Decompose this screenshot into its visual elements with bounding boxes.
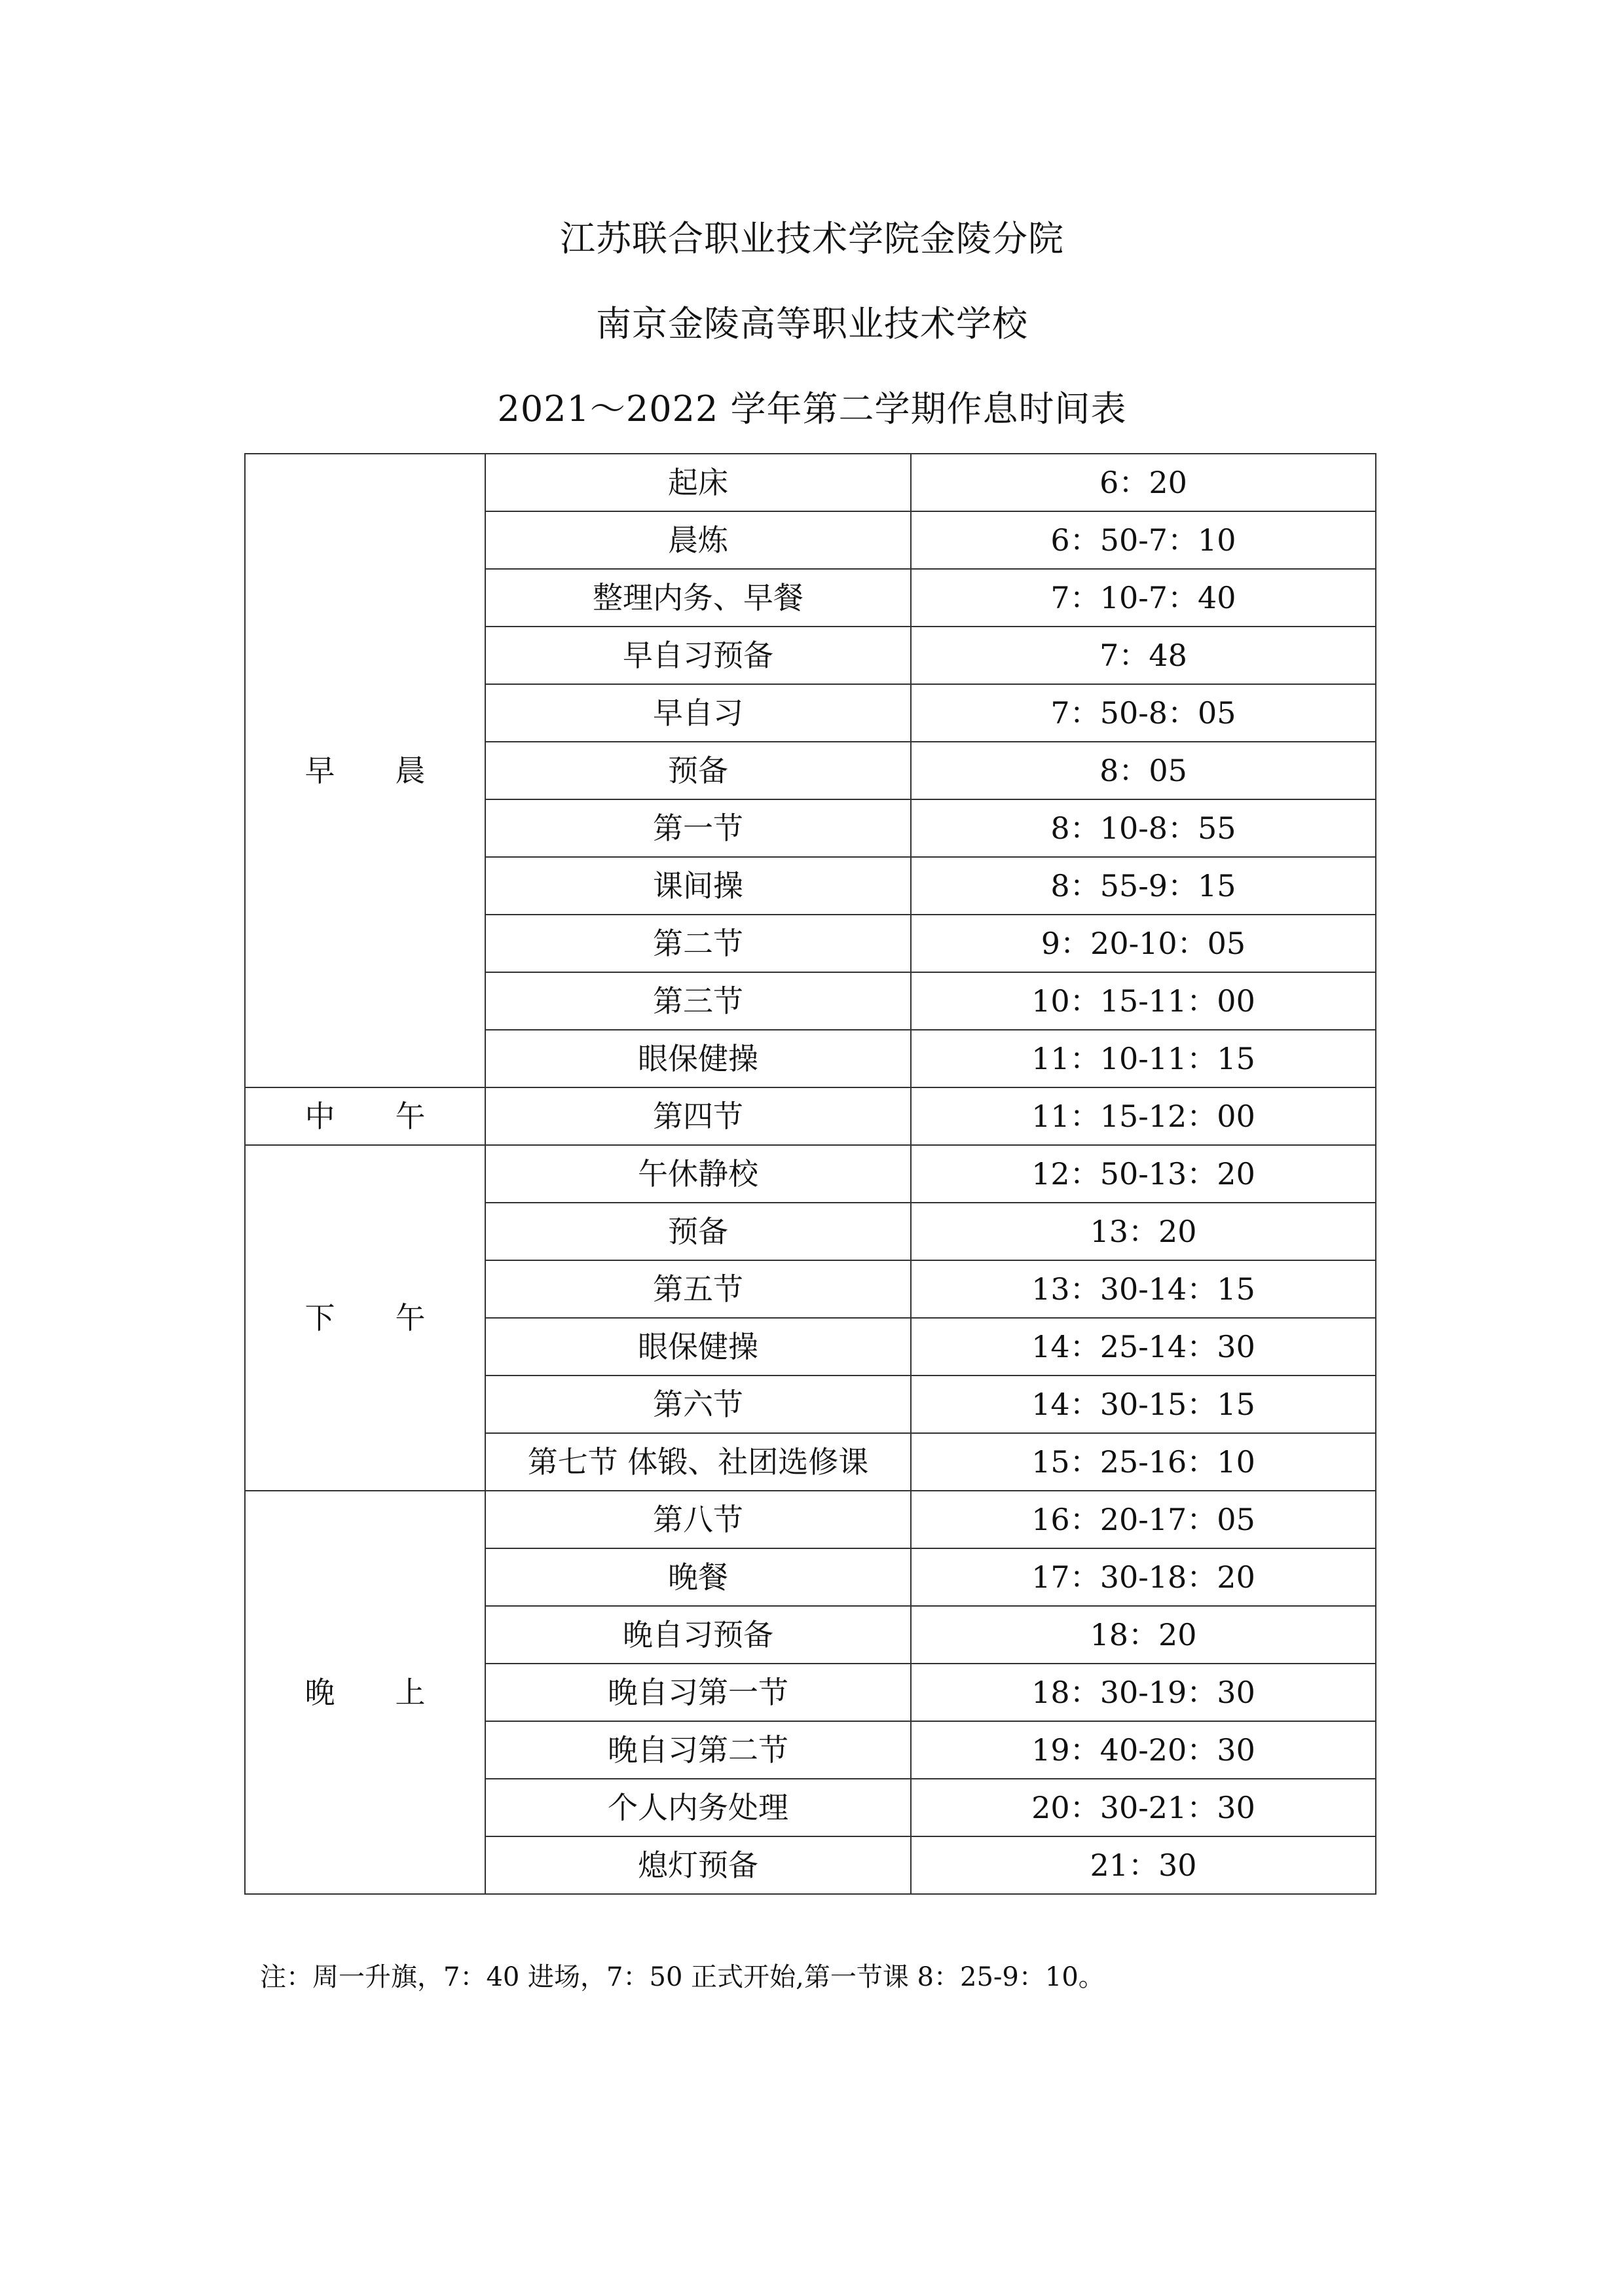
schedule-table xyxy=(244,453,1376,1895)
time-cell: 21：30 xyxy=(911,1836,1376,1894)
period-evening: 晚 上 xyxy=(245,1491,485,1894)
time-cell: 8：55-9：15 xyxy=(911,857,1376,915)
time-cell: 16：20-17：05 xyxy=(911,1491,1376,1548)
table-row xyxy=(245,454,1376,511)
time-cell: 8：10-8：55 xyxy=(911,799,1376,857)
activity-cell: 早自习 xyxy=(485,684,911,742)
activity-cell: 第五节 xyxy=(485,1260,911,1318)
time-cell: 13：30-14：15 xyxy=(911,1260,1376,1318)
time-cell: 11：10-11：15 xyxy=(911,1030,1376,1087)
schedule-title: 2021～2022 学年第二学期作息时间表 xyxy=(497,388,1127,429)
period-noon: 中 午 xyxy=(245,1087,485,1145)
activity-cell: 午休静校 xyxy=(485,1145,911,1203)
activity-cell: 熄灯预备 xyxy=(485,1836,911,1894)
table-row xyxy=(245,1087,1376,1145)
footnote: 注：周一升旗，7：40 进场，7：50 正式开始,第一节课 8：25-9：10。 xyxy=(260,1962,1105,1992)
time-cell: 9：20-10：05 xyxy=(911,915,1376,972)
activity-cell: 课间操 xyxy=(485,857,911,915)
activity-cell: 第三节 xyxy=(485,972,911,1030)
time-cell: 18：30-19：30 xyxy=(911,1664,1376,1721)
time-cell: 10：15-11：00 xyxy=(911,972,1376,1030)
activity-cell: 晚自习预备 xyxy=(485,1606,911,1664)
time-cell: 17：30-18：20 xyxy=(911,1548,1376,1606)
activity-cell: 眼保健操 xyxy=(485,1030,911,1087)
table-row xyxy=(245,1145,1376,1203)
time-cell: 14：25-14：30 xyxy=(911,1318,1376,1376)
activity-cell: 晨炼 xyxy=(485,511,911,569)
activity-cell: 整理内务、早餐 xyxy=(485,569,911,627)
time-cell: 7：10-7：40 xyxy=(911,569,1376,627)
time-cell: 14：30-15：15 xyxy=(911,1376,1376,1433)
period-afternoon: 下 午 xyxy=(245,1145,485,1491)
table-row xyxy=(245,1491,1376,1548)
activity-cell: 早自习预备 xyxy=(485,627,911,684)
activity-cell: 晚餐 xyxy=(485,1548,911,1606)
time-cell: 11：15-12：00 xyxy=(911,1087,1376,1145)
time-cell: 6：20 xyxy=(911,454,1376,511)
time-cell: 19：40-20：30 xyxy=(911,1721,1376,1779)
activity-cell: 预备 xyxy=(485,1203,911,1260)
time-cell: 7：48 xyxy=(911,627,1376,684)
time-cell: 15：25-16：10 xyxy=(911,1433,1376,1491)
time-cell: 7：50-8：05 xyxy=(911,684,1376,742)
school-name: 南京金陵高等职业技术学校 xyxy=(596,303,1028,344)
activity-cell: 晚自习第一节 xyxy=(485,1664,911,1721)
period-morning: 早 晨 xyxy=(245,454,485,1087)
time-cell: 8：05 xyxy=(911,742,1376,799)
time-cell: 6：50-7：10 xyxy=(911,511,1376,569)
activity-cell: 预备 xyxy=(485,742,911,799)
document-header xyxy=(0,196,1624,452)
time-cell: 18：20 xyxy=(911,1606,1376,1664)
activity-cell: 第二节 xyxy=(485,915,911,972)
activity-cell: 第七节 体锻、社团选修课 xyxy=(485,1433,911,1491)
activity-cell: 第四节 xyxy=(485,1087,911,1145)
time-cell: 20：30-21：30 xyxy=(911,1779,1376,1836)
college-name: 江苏联合职业技术学院金陵分院 xyxy=(560,218,1064,259)
time-cell: 13：20 xyxy=(911,1203,1376,1260)
activity-cell: 晚自习第二节 xyxy=(485,1721,911,1779)
activity-cell: 起床 xyxy=(485,454,911,511)
activity-cell: 第一节 xyxy=(485,799,911,857)
activity-cell: 第八节 xyxy=(485,1491,911,1548)
time-cell: 12：50-13：20 xyxy=(911,1145,1376,1203)
activity-cell: 眼保健操 xyxy=(485,1318,911,1376)
activity-cell: 第六节 xyxy=(485,1376,911,1433)
activity-cell: 个人内务处理 xyxy=(485,1779,911,1836)
